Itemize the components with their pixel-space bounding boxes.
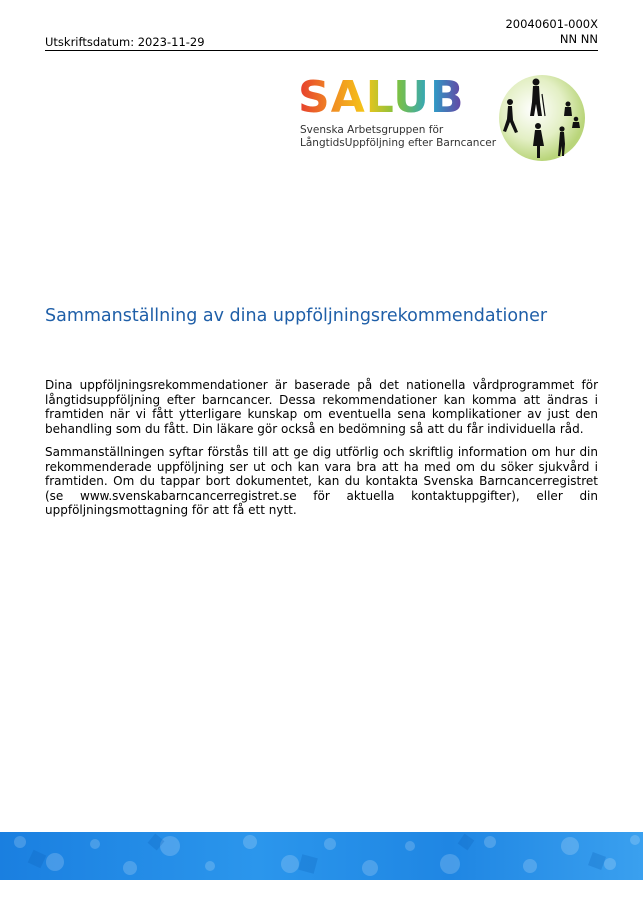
logo-wordmark: SALUB	[298, 72, 465, 123]
logo-subtitle	[300, 124, 496, 150]
page-title: Sammanställning av dina uppföljningsrekommendationer	[45, 306, 548, 326]
footer-pattern-icon	[0, 832, 643, 880]
patient-name: NN NN	[559, 32, 598, 46]
people-silhouette-icon	[498, 74, 586, 162]
footer-banner	[0, 832, 643, 880]
header-divider	[45, 50, 598, 51]
print-date-label: Utskriftsdatum:	[45, 35, 135, 49]
print-date-value: 2023-11-29	[137, 35, 205, 49]
intro-paragraph: Dina uppföljningsrekommendationer är baserade på det nationella vårdprogrammet för långtidsuppföljning efter barncancer. Dessa rekommendationer kan komma att ändras i framtiden när vi fått ytterligare kunskap om eventuella sena komplikationer av just den behandling som du fått. Din läkare gör också en bedömning så att du får individuella råd.	[45, 378, 598, 436]
logo-subtitle-line2: LångtidsUppföljning efter Barncancer	[300, 137, 497, 149]
patient-header	[505, 17, 598, 47]
print-date	[45, 35, 205, 49]
purpose-paragraph: Sammanställningen syftar förstås till att ge dig utförlig och skriftlig information om hur din rekommenderade uppföljning ser ut och kan vara bra att ha med om du söker sjukvård i framtiden. Om du tappar bort dokumentet, kan du kontakta Svenska Barncancerregistret (se www.svenskabarncancerregistret.se för aktuella kontaktuppgifter), eller din uppföljningsmottagning för att få ett nytt.	[45, 445, 598, 517]
logo-subtitle-line1: Svenska Arbetsgruppen för	[300, 124, 444, 136]
patient-id: 20040601-000X	[505, 17, 598, 31]
salub-logo	[298, 74, 588, 166]
